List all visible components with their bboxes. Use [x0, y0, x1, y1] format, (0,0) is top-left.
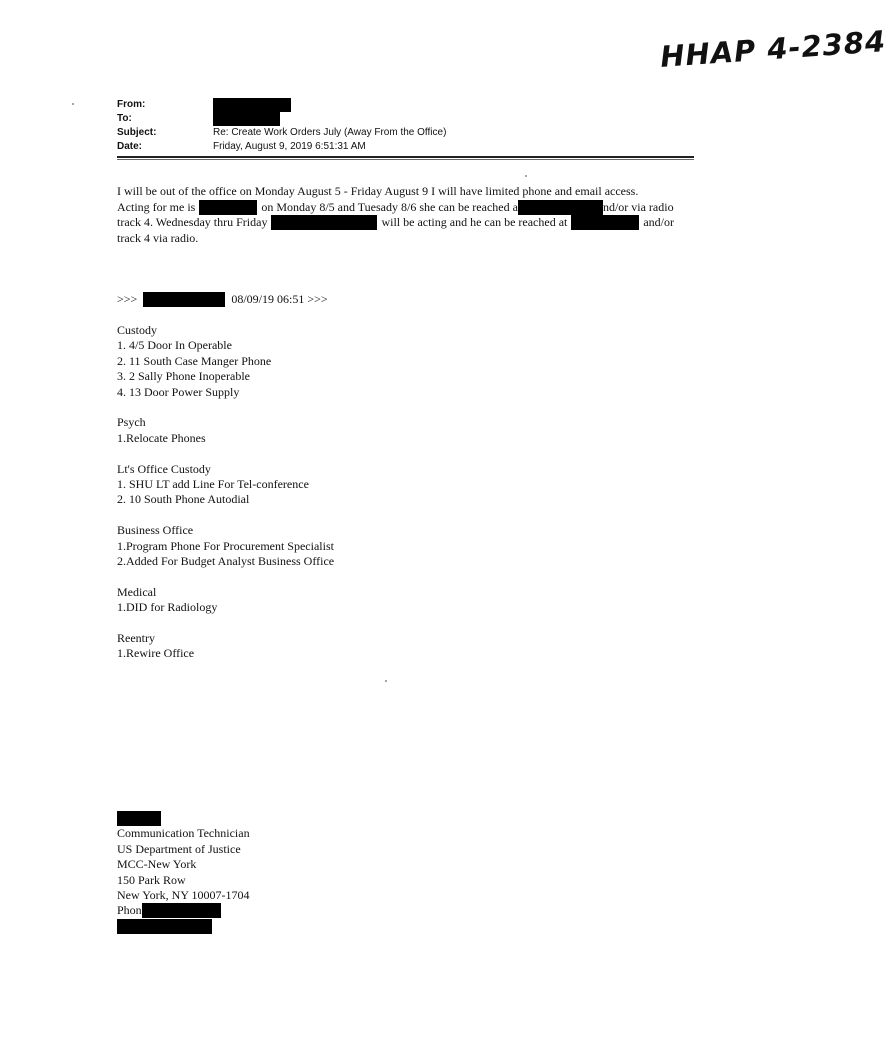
section-item: 4. 13 Door Power Supply [117, 384, 240, 399]
forward-marker [117, 292, 328, 308]
signature-phone [117, 903, 250, 918]
scan-speck [385, 680, 387, 682]
section-title: Lt's Office Custody [117, 461, 211, 476]
body-text: and/or [643, 215, 675, 229]
scan-speck [72, 103, 74, 105]
work-order-sections [117, 323, 334, 677]
section [117, 323, 334, 400]
section [117, 523, 334, 569]
signature-title: Communication Technician [117, 826, 250, 841]
section [117, 585, 334, 616]
scan-speck [525, 175, 527, 177]
body-line [117, 200, 697, 216]
date-label: Date: [117, 141, 143, 152]
redaction-bar [518, 200, 603, 215]
body-line [117, 231, 697, 247]
section-item: 1.Program Phone For Procurement Specialist [117, 538, 334, 553]
date-value: Friday, August 9, 2019 6:51:31 AM [213, 141, 366, 152]
body-text: track 4 via radio. [117, 230, 199, 245]
section-item: 1.Rewire Office [117, 646, 195, 661]
section-title: Custody [117, 323, 158, 337]
section-item: 2. 11 South Case Manger Phone [117, 353, 272, 368]
forward-prefix: >>> [117, 292, 138, 306]
body-text: Acting for me is [117, 199, 196, 214]
phone-label: Phon [117, 903, 142, 918]
body-text: will be acting and he can be reached at [381, 215, 568, 229]
section-title: Business Office [117, 523, 194, 538]
body-text: I will be out of the office on Monday August 5 - Friday August 9 I will have limited phone and email access. [117, 184, 639, 198]
redaction-bar [213, 98, 291, 112]
signature-name [117, 811, 250, 826]
signature-extra [117, 919, 250, 934]
section-item: 1.Relocate Phones [117, 430, 206, 445]
from-label: From: [117, 99, 146, 110]
signature-block [117, 811, 250, 934]
section-item: 3. 2 Sally Phone Inoperable [117, 369, 250, 384]
signature-street: 150 Park Row [117, 872, 186, 887]
bates-stamp: HHAP 4-2384 [659, 24, 887, 74]
section [117, 462, 334, 508]
signature-city: New York, NY 10007-1704 [117, 888, 250, 903]
body-line [117, 184, 697, 200]
body-line [117, 215, 697, 231]
header-divider [117, 156, 694, 158]
section [117, 631, 334, 662]
signature-org: US Department of Justice [117, 841, 241, 856]
section-title: Reentry [117, 631, 155, 646]
to-value [213, 112, 280, 126]
section-item: 2.Added For Budget Analyst Business Office [117, 554, 335, 569]
redaction-bar [117, 811, 161, 826]
forward-suffix: 08/09/19 06:51 >>> [231, 292, 328, 306]
section-item: 1.DID for Radiology [117, 600, 218, 615]
subject-label: Subject: [117, 127, 157, 138]
section-item: 1. SHU LT add Line For Tel-conference [117, 477, 309, 492]
section [117, 415, 334, 446]
from-value [213, 98, 291, 112]
message-body [117, 184, 697, 246]
redaction-bar [571, 215, 639, 230]
redaction-bar [271, 215, 377, 230]
signature-facility: MCC-New York [117, 857, 197, 872]
redaction-bar [199, 200, 257, 215]
section-item: 2. 10 South Phone Autodial [117, 492, 250, 507]
subject-value: Re: Create Work Orders July (Away From the Office) [213, 127, 447, 138]
redaction-bar [142, 903, 221, 918]
body-text: on Monday 8/5 and Tuesady 8/6 she can be reached a [261, 199, 518, 214]
section-item: 1. 4/5 Door In Operable [117, 338, 232, 353]
header-divider-thin [117, 159, 694, 160]
body-text: nd/or via radio [602, 199, 674, 214]
section-title: Medical [117, 584, 157, 599]
redaction-bar [143, 292, 225, 307]
redaction-bar [117, 919, 212, 934]
body-text: track 4. Wednesday thru Friday [117, 215, 268, 229]
to-label: To: [117, 113, 132, 124]
redaction-bar [213, 112, 280, 126]
section-title: Psych [117, 415, 146, 430]
